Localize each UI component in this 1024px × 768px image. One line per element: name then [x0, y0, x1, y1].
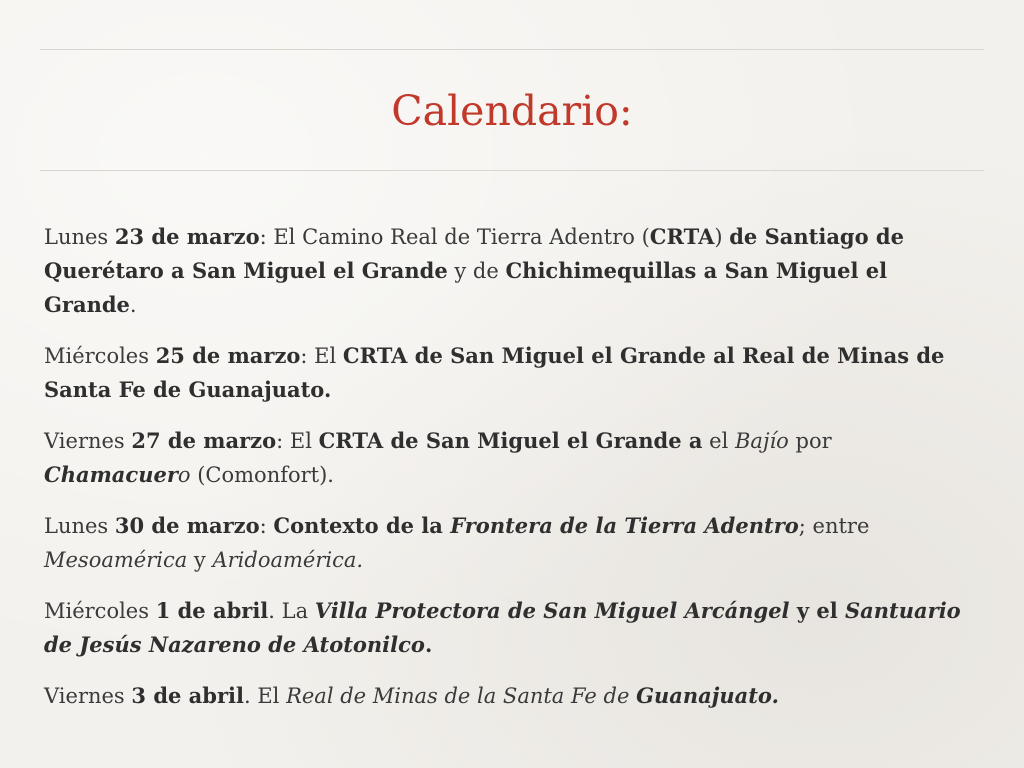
- entry-route: CRTA de San Miguel el Grande al Real de Minas de Santa Fe de Guanajuato.: [44, 343, 945, 402]
- entry-acronym: CRTA: [649, 224, 715, 249]
- entry-text: : El Camino Real de Tierra Adentro (: [259, 225, 650, 249]
- schedule-entry-3-abril: [44, 679, 984, 713]
- entry-date: 3 de abril: [131, 683, 244, 708]
- entry-day: Lunes: [44, 225, 115, 249]
- entry-text: y de: [447, 259, 506, 283]
- entry-day: Viernes: [44, 684, 132, 708]
- entry-text-bold: y el: [789, 598, 846, 623]
- entry-route: CRTA de San Miguel el Grande a: [318, 428, 703, 453]
- entry-route: Chichimequillas a San Miguel el Grande: [44, 258, 888, 317]
- entry-text: : El: [276, 429, 319, 453]
- entry-text: por: [788, 429, 832, 453]
- slide-title: Calendario:: [391, 87, 633, 135]
- entry-text: . El: [243, 684, 287, 708]
- entry-text: ; entre: [798, 514, 870, 538]
- schedule-entry-25-marzo: [44, 339, 984, 407]
- entry-topic: Contexto de la: [273, 513, 451, 538]
- entry-date: 30 de marzo: [114, 513, 260, 538]
- entry-region: Aridoamérica.: [212, 548, 364, 572]
- entry-place: Chamacuer: [44, 462, 178, 487]
- entry-place: Santuario de Jesús Nazareno de Atotonilco: [44, 598, 961, 657]
- title-divider: [40, 170, 984, 171]
- schedule-entry-27-marzo: [44, 424, 984, 492]
- entry-place: Guanajuato.: [636, 683, 779, 708]
- top-divider: [40, 49, 984, 50]
- entry-date: 23 de marzo: [114, 224, 260, 249]
- entry-topic-italic: Frontera de la Tierra Adentro: [450, 513, 799, 538]
- entry-text: :: [259, 514, 274, 538]
- schedule-entry-30-marzo: [44, 509, 984, 577]
- entry-day: Viernes: [44, 429, 132, 453]
- entry-day: Miércoles: [44, 599, 156, 623]
- schedule-entry-23-marzo: [44, 220, 984, 322]
- entry-date: 1 de abril: [155, 598, 269, 623]
- entry-text: ): [714, 225, 730, 249]
- entry-day: Lunes: [44, 514, 115, 538]
- entry-date: 27 de marzo: [131, 428, 277, 453]
- entry-region: Mesoamérica: [44, 548, 188, 572]
- entry-text: y: [187, 548, 213, 572]
- entry-place-suffix: o: [177, 463, 191, 487]
- entry-text: el: [702, 429, 735, 453]
- schedule-entry-1-abril: [44, 594, 984, 662]
- entry-text: (Comonfort).: [190, 463, 334, 487]
- entry-date: 25 de marzo: [155, 343, 301, 368]
- entry-text: .: [129, 293, 137, 317]
- entry-text: . La: [268, 599, 315, 623]
- entry-place: Bajío: [735, 429, 789, 453]
- schedule-list: [44, 220, 984, 730]
- entry-place: Villa Protectora de San Miguel Arcángel: [314, 598, 790, 623]
- entry-day: Miércoles: [44, 344, 156, 368]
- entry-text-bold: .: [424, 632, 433, 657]
- entry-place: Real de Minas de la Santa Fe de: [286, 684, 637, 708]
- entry-route: de Santiago de Querétaro a San Miguel el Grande: [44, 224, 904, 283]
- entry-text: : El: [300, 344, 343, 368]
